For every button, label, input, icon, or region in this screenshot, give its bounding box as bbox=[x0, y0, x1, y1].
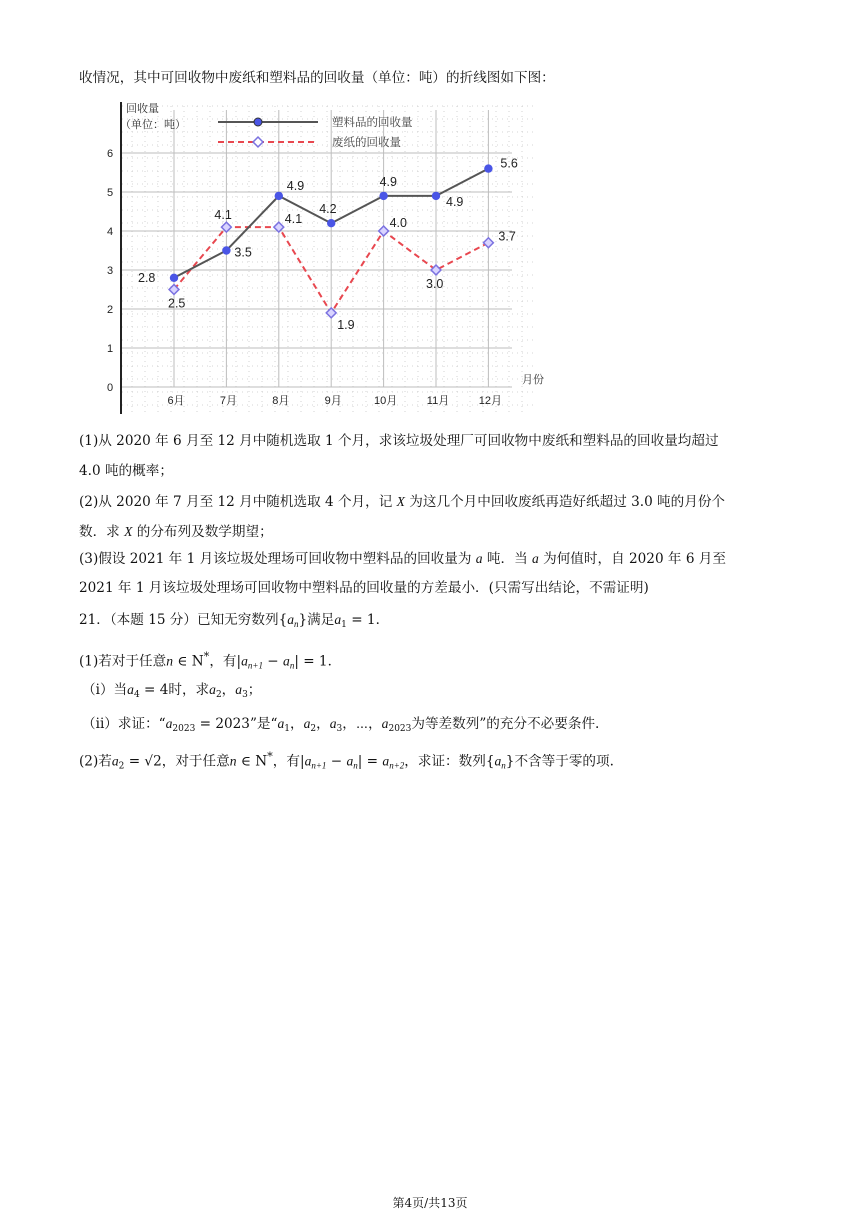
y-tick-label: 3 bbox=[106, 265, 114, 277]
x-tick-label: 8月 bbox=[272, 395, 290, 407]
y-tick-label: 6 bbox=[106, 148, 114, 160]
legend-marker-paper bbox=[253, 137, 263, 147]
x-axis-title: 月份 bbox=[522, 374, 544, 386]
chart-grid bbox=[122, 106, 536, 412]
point-plastic bbox=[379, 192, 387, 200]
recycling-line-chart bbox=[100, 96, 544, 416]
data-label-plastic: 2.8 bbox=[138, 270, 156, 285]
data-label-paper: 3.0 bbox=[426, 277, 444, 291]
y-tick-label: 4 bbox=[106, 226, 114, 238]
point-plastic bbox=[484, 164, 492, 172]
question-2-line-2: 数．求 X 的分布列及数学期望； bbox=[79, 524, 273, 540]
point-plastic bbox=[170, 274, 178, 282]
data-label-plastic: 4.9 bbox=[379, 174, 397, 189]
data-label-paper: 2.5 bbox=[168, 296, 186, 311]
x-tick-label: 7月 bbox=[219, 395, 237, 407]
part-1-statement: (1)若对于任意n ∈ N*，有$|a_{n+1} - a_n| = 1$． bbox=[79, 649, 342, 671]
x-tick-label: 9月 bbox=[324, 395, 342, 407]
y-tick-label: 5 bbox=[106, 187, 114, 199]
data-label-plastic: 5.6 bbox=[500, 156, 518, 171]
point-paper bbox=[483, 238, 493, 248]
x-tick-label: 12月 bbox=[478, 395, 503, 407]
x-tick-label: 6月 bbox=[167, 395, 185, 407]
y-axis-title-line1: 回收量 bbox=[126, 103, 159, 115]
page-footer: 第4页/共13页 bbox=[392, 1196, 468, 1210]
legend-marker-plastic bbox=[254, 118, 262, 126]
question-2-line-1: (2)从 2020 年 7 月至 12 月中随机选取 4 个月，记 X 为这几个月中回收废纸再造好纸超过 3.0 吨的月份个 bbox=[79, 494, 726, 510]
part-1-ii: （ii）求证：“$a_{2023} = 2023$”是“$a_1$，$a_2$，$a_3$，⋯，$a_{2023}$为等差数列”的充分不必要条件. bbox=[82, 716, 600, 734]
data-label-paper: 4.0 bbox=[389, 216, 407, 230]
point-plastic bbox=[432, 192, 440, 200]
part-2-statement: (2)若$a_2 = √2$，对于任意n ∈ N*，有$|a_{n+1} - a_n| = a_{n+2}$，求证：数列$\{a_n\}$不含等于零的项. bbox=[79, 749, 614, 772]
problem-21-statement: 21．（本题 15 分）已知无穷数列$\{a_n\}$满足$a_1 = 1$． bbox=[79, 612, 390, 630]
chart-axes bbox=[107, 101, 544, 414]
data-label-paper: 1.9 bbox=[337, 317, 355, 332]
point-plastic bbox=[327, 219, 335, 227]
data-label-plastic: 3.5 bbox=[234, 245, 252, 260]
x-tick-label: 11月 bbox=[426, 395, 450, 407]
y-tick-label: 1 bbox=[106, 343, 114, 355]
point-plastic bbox=[222, 246, 230, 254]
data-label-paper: 3.7 bbox=[498, 229, 516, 244]
legend-label-paper: 废纸的回收量 bbox=[332, 137, 401, 149]
question-1-line-1: (1)从 2020 年 6 月至 12 月中随机选取 1 个月，求该垃圾处理厂可回收物中废纸和塑料品的回收量均超过 bbox=[79, 433, 719, 449]
legend-label-plastic: 塑料品的回收量 bbox=[332, 117, 413, 129]
data-label-plastic: 4.2 bbox=[319, 202, 337, 217]
y-axis-title-line2: （单位：吨） bbox=[120, 119, 186, 131]
data-label-plastic: 4.9 bbox=[286, 178, 305, 193]
data-label-paper: 4.1 bbox=[284, 212, 303, 227]
data-label-paper: 4.1 bbox=[214, 208, 232, 223]
point-paper bbox=[379, 226, 389, 236]
question-3-line-1: (3)假设 2021 年 1 月该垃圾处理场可回收物中塑料品的回收量为 a 吨．当 a 为何值时，自 2020 年 6 月至 bbox=[79, 551, 726, 567]
question-3-line-2: 2021 年 1 月该垃圾处理场可回收物中塑料品的回收量的方差最小．(只需写出结论，不需证明) bbox=[79, 580, 649, 596]
intro-text: 收情况，其中可回收物中废纸和塑料品的回收量（单位：吨）的折线图如下图： bbox=[79, 70, 555, 86]
y-tick-label: 0 bbox=[106, 382, 114, 394]
y-tick-label: 2 bbox=[106, 304, 114, 316]
data-label-plastic: 4.9 bbox=[446, 194, 464, 209]
question-1-line-2: 4.0 吨的概率； bbox=[79, 463, 173, 479]
x-tick-label: 10月 bbox=[373, 395, 398, 407]
point-plastic bbox=[275, 192, 283, 200]
part-1-i: （i）当$a_4 = 4$时，求$a_2$，$a_3$； bbox=[82, 682, 262, 700]
